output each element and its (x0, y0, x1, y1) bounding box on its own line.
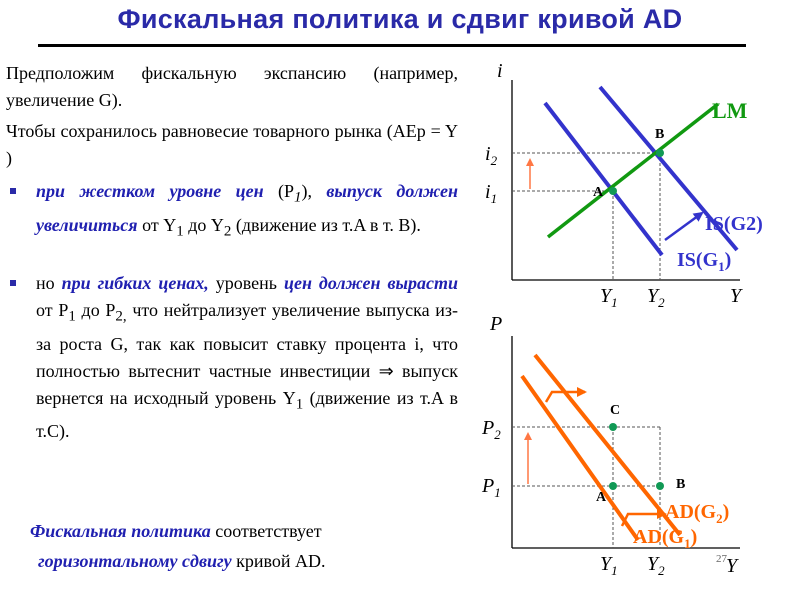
b2-from: от P (36, 300, 69, 320)
ad-g2-label-close: ) (722, 501, 730, 523)
ad-g2-curve (535, 355, 680, 535)
is-lm-chart (485, 60, 763, 310)
b1-from-sub: 1 (176, 223, 184, 240)
slide-title: Фискальная политика и сдвиг кривой AD (117, 4, 683, 34)
b2-emphasis-2: цен должен вырасти (283, 273, 459, 293)
tick-p1-sub: 1 (494, 485, 501, 500)
is-g1-label-main: IS(G (677, 249, 719, 271)
label-c: C (610, 403, 621, 418)
b2-from-sub: 1 (68, 308, 76, 325)
b2-mid: уровень (215, 273, 278, 293)
tick-i2-sub: 2 (490, 153, 498, 168)
b2-to: до P (81, 300, 116, 320)
b1-to: до Y (188, 214, 224, 235)
tick-y2-bottom-main: Y (647, 553, 659, 575)
b1-p-open: (P (278, 181, 295, 201)
b2-lead: но (36, 273, 55, 293)
tick-y2-top-sub: 2 (658, 295, 665, 310)
ad-g2-label-sub: 2 (716, 511, 723, 526)
top-x-axis-label: Y (730, 285, 742, 307)
label-a-top: A (593, 185, 604, 200)
tick-y2-bottom (647, 553, 665, 578)
conclusion-emphasis-1: Фискальная политика (30, 521, 211, 541)
b1-to-sub: 2 (223, 223, 232, 240)
b1-emphasis-1: при жестком уровне цен (36, 181, 264, 201)
tick-p2 (481, 417, 501, 442)
tick-y1-top (600, 285, 618, 310)
top-y-axis-label: i (497, 60, 503, 82)
conclusion-rest-2: кривой AD. (236, 551, 326, 571)
point-b-bottom (656, 482, 664, 490)
tick-y1-top-main: Y (600, 285, 612, 307)
tick-y1-top-sub: 1 (611, 295, 618, 310)
b1-p-close: ), (301, 181, 313, 201)
ad-g2-label-main: AD(G (665, 501, 717, 523)
slide-number: 27 (716, 553, 727, 565)
tick-y1-bottom (600, 553, 618, 578)
tick-p1-main: P (482, 475, 495, 497)
conclusion-rest-1: соответствует (215, 521, 322, 541)
ad-chart (481, 313, 740, 578)
b1-tail: (движение из т.A в т. B). (235, 214, 421, 235)
bottom-y-axis-label: P (490, 313, 503, 335)
tick-y1-bottom-sub: 1 (611, 563, 618, 578)
tick-i2 (485, 143, 498, 168)
ad-g1-label-main: AD(G (633, 526, 685, 548)
tick-y2-top (647, 285, 665, 310)
b1-from: от Y (142, 214, 177, 235)
lm-label: LM (712, 98, 748, 123)
ad-g2-label (665, 501, 729, 526)
b2-rest-sub: 1 (295, 396, 304, 413)
tick-i1-sub: 1 (490, 191, 498, 206)
is-g1-label (677, 249, 731, 274)
is-shift-arrow (665, 213, 702, 240)
is-g2-label: IS(G2) (705, 213, 763, 235)
p2-text: Чтобы сохранилось равновесие товарного рынка (AEp = Y ) (6, 121, 458, 168)
b2-tail: (движение из т.A в т.C). (36, 387, 458, 442)
tick-p1 (481, 475, 501, 500)
tick-y1-bottom-main: Y (600, 553, 612, 575)
label-b-bottom: B (676, 477, 686, 492)
point-c (609, 423, 617, 431)
tick-i2-main: i (485, 143, 491, 165)
tick-i1-main: i (485, 181, 491, 203)
point-a-top (609, 187, 617, 195)
conclusion-emphasis-2: горизонтальному сдвигу (38, 551, 232, 571)
ad-g1-label-sub: 1 (684, 536, 691, 551)
is-g1-label-sub: 1 (718, 259, 725, 274)
b2-to-sub: 2, (115, 308, 127, 325)
ad-g1-label (633, 526, 697, 551)
p1-text: Предположим фискальную экспансию (например, увеличение G). (6, 63, 458, 110)
label-a-bottom: A (596, 490, 607, 505)
point-a-bottom (609, 482, 617, 490)
b1-p-sub: 1 (294, 189, 302, 206)
is-g1-label-close: ) (724, 249, 732, 271)
ad-g1-label-close: ) (690, 526, 698, 548)
bottom-x-axis-label: Y (726, 555, 738, 577)
tick-p2-sub: 2 (494, 427, 501, 442)
point-b-top (656, 149, 664, 157)
tick-y2-bottom-sub: 2 (658, 563, 665, 578)
b1-emphasis-2: выпуск должен увеличиться (36, 181, 459, 235)
tick-i1 (485, 181, 497, 206)
ad-g1-curve (522, 376, 638, 540)
is-g1-curve (545, 103, 665, 255)
tick-y2-top-main: Y (647, 285, 659, 307)
label-b-top: B (655, 127, 665, 142)
b2-rest: что нейтрализует увеличение выпуска из-за роста G, так как повысит ставку процента i, что полностью вытеснит частные инвестиции ⇒ выпуск вернется на исходный уровень Y (36, 300, 459, 408)
tick-p2-main: P (482, 417, 495, 439)
b2-emphasis-1: при гибких ценах, (61, 273, 209, 293)
